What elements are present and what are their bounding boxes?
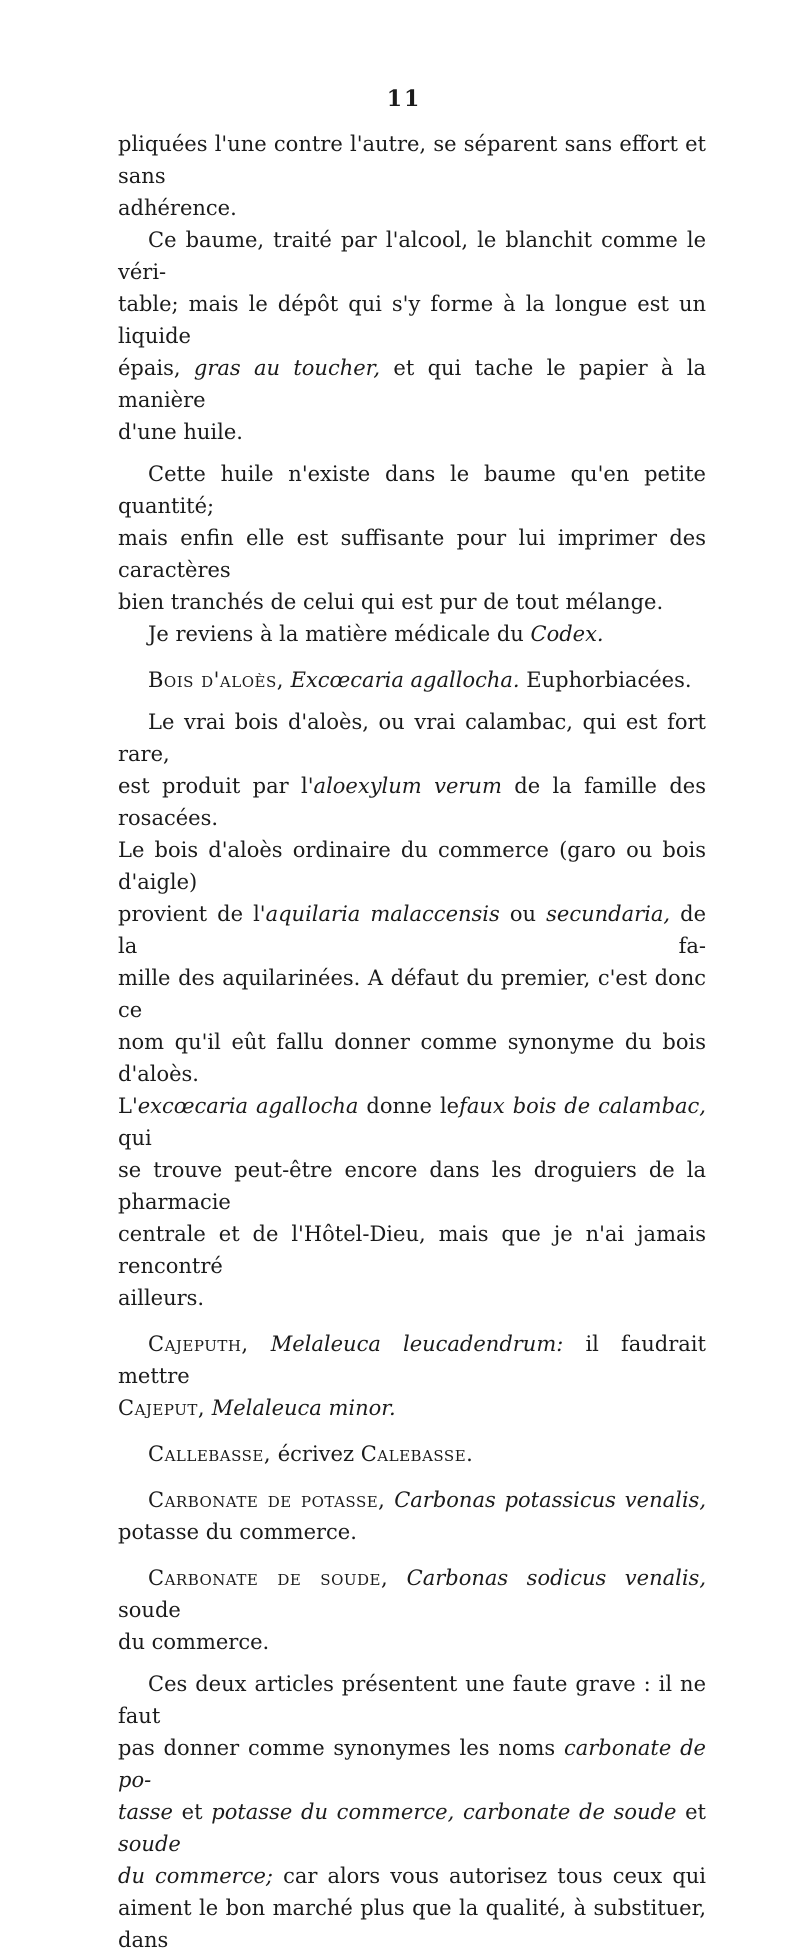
italic-run: tasse (118, 1800, 173, 1824)
text-line: Ce baume, traité par l'alcool, le blanchit comme le véri- (118, 228, 706, 284)
text-run: soude (118, 1598, 181, 1622)
text-run: de la fa- (118, 902, 707, 958)
text-run: qui (118, 1126, 152, 1150)
text-run: pas donner comme synonymes les noms (118, 1736, 556, 1760)
italic-run: carbonate de soude (462, 1800, 677, 1824)
italic-run: Carbonas sodicus venalis, (406, 1566, 706, 1590)
text-line (118, 1860, 706, 1892)
italic-run: aloexylum verum (313, 774, 502, 798)
text-line: du commerce. (118, 1630, 270, 1654)
text-line (118, 1562, 706, 1626)
paragraph-1 (118, 128, 706, 224)
entry-heading: Callebasse, (148, 1442, 272, 1466)
italic-run: gras au toucher, (193, 356, 381, 380)
italic-run: Excœcaria agallocha. (290, 668, 520, 692)
entry-callebasse (118, 1438, 706, 1470)
text-run: donne le (366, 1094, 460, 1118)
text-line (118, 1392, 706, 1424)
italic-run: potasse du commerce, (211, 1800, 455, 1824)
text-run: et (181, 1800, 203, 1824)
text-line: table; mais le dépôt qui s'y forme à la longue est un liquide (118, 292, 706, 348)
text-line: potasse du commerce. (118, 1520, 357, 1544)
entry-bois-aloes (118, 664, 706, 696)
entry-heading: Carbonate de soude, (148, 1566, 389, 1590)
text-line: aiment le bon marché plus que la qualité, à substituer, dans (118, 1896, 706, 1952)
text-line (118, 618, 706, 650)
text-line: Le vrai bois d'aloès, ou vrai calambac, qui est fort rare, (118, 710, 706, 766)
text-line (118, 352, 706, 416)
paragraph-huile (118, 458, 706, 618)
text-line (118, 898, 706, 962)
text-line: nom qu'il eût fallu donner comme synonyme du bois d'aloès. (118, 1030, 706, 1086)
text-run: L' (118, 1094, 138, 1118)
italic-run: soude (118, 1832, 181, 1856)
text-line: mille des aquilarinées. A défaut du premier, c'est donc ce (118, 966, 706, 1022)
page-body (118, 128, 706, 1956)
text-line (118, 1484, 706, 1516)
text-run: car alors vous autorisez tous ceux qui (283, 1864, 706, 1888)
entry-cajeputh (118, 1328, 706, 1424)
text-line (118, 664, 706, 696)
text-line (118, 770, 706, 834)
entry-heading: Bois d'aloès, (148, 668, 284, 692)
entry-heading: Calebasse. (360, 1442, 474, 1466)
entry-heading: Cajeput, (118, 1396, 206, 1420)
paragraph-calambac (118, 706, 706, 1314)
paragraph-faute-grave (118, 1668, 706, 1956)
text-line (118, 1732, 706, 1796)
italic-run: Melaleuca leucadendrum: (270, 1332, 564, 1356)
paragraph-codex (118, 618, 706, 650)
text-run: Je reviens à la matière médicale du (148, 622, 524, 646)
entry-heading: Cajeputh, (148, 1332, 249, 1356)
text-line: Cette huile n'existe dans le baume qu'en petite quantité; (118, 462, 706, 518)
text-line: se trouve peut-être encore dans les droguiers de la pharmacie (118, 1158, 706, 1214)
text-line: Le bois d'aloès ordinaire du commerce (garo ou bois d'aigle) (118, 838, 706, 894)
text-line (118, 1796, 706, 1860)
entry-carbonate-potasse (118, 1484, 706, 1548)
text-run: de la famille des rosacées. (118, 774, 706, 830)
text-run: Euphorbiacées. (526, 668, 692, 692)
page-number: 11 (386, 86, 422, 112)
italic-run: secundaria, (546, 902, 671, 926)
text-run: épais, (118, 356, 181, 380)
text-line: centrale et de l'Hôtel-Dieu, mais que je n'ai jamais rencontré (118, 1222, 706, 1278)
text-line (118, 1090, 706, 1154)
entry-carbonate-soude (118, 1562, 706, 1658)
italic-run: excœcaria agallocha (137, 1094, 359, 1118)
text-run: il faudrait mettre (118, 1332, 706, 1388)
text-line (118, 1438, 706, 1470)
text-run: provient de l' (118, 902, 266, 926)
text-run: est produit par l' (118, 774, 314, 798)
entry-heading: Carbonate de potasse, (148, 1488, 386, 1512)
text-line: pliquées l'une contre l'autre, se séparent sans effort et sans (118, 132, 706, 188)
text-line: ailleurs. (118, 1286, 205, 1310)
italic-run: aquilaria malaccensis (265, 902, 500, 926)
text-line (118, 1328, 706, 1392)
text-line: d'une huile. (118, 420, 243, 444)
text-line: bien tranchés de celui qui est pur de tout mélange. (118, 590, 664, 614)
italic-run: carbonate de po- (118, 1736, 706, 1792)
text-run: et qui tache le papier à la manière (118, 356, 707, 412)
text-line: adhérence. (118, 196, 237, 220)
text-run: ou (509, 902, 537, 926)
italic-run: Carbonas potassicus venalis, (394, 1488, 706, 1512)
italic-run: Codex. (530, 622, 604, 646)
text-run: et (685, 1800, 706, 1824)
italic-run: du commerce; (118, 1864, 273, 1888)
text-run: écrivez (277, 1442, 355, 1466)
text-line: Ces deux articles présentent une faute grave : il ne faut (118, 1672, 706, 1728)
text-line: mais enfin elle est suffisante pour lui imprimer des caractères (118, 526, 706, 582)
italic-run: Melaleuca minor. (211, 1396, 396, 1420)
paragraph-baume-alcool (118, 224, 706, 448)
italic-run: faux bois de calambac, (459, 1094, 706, 1118)
